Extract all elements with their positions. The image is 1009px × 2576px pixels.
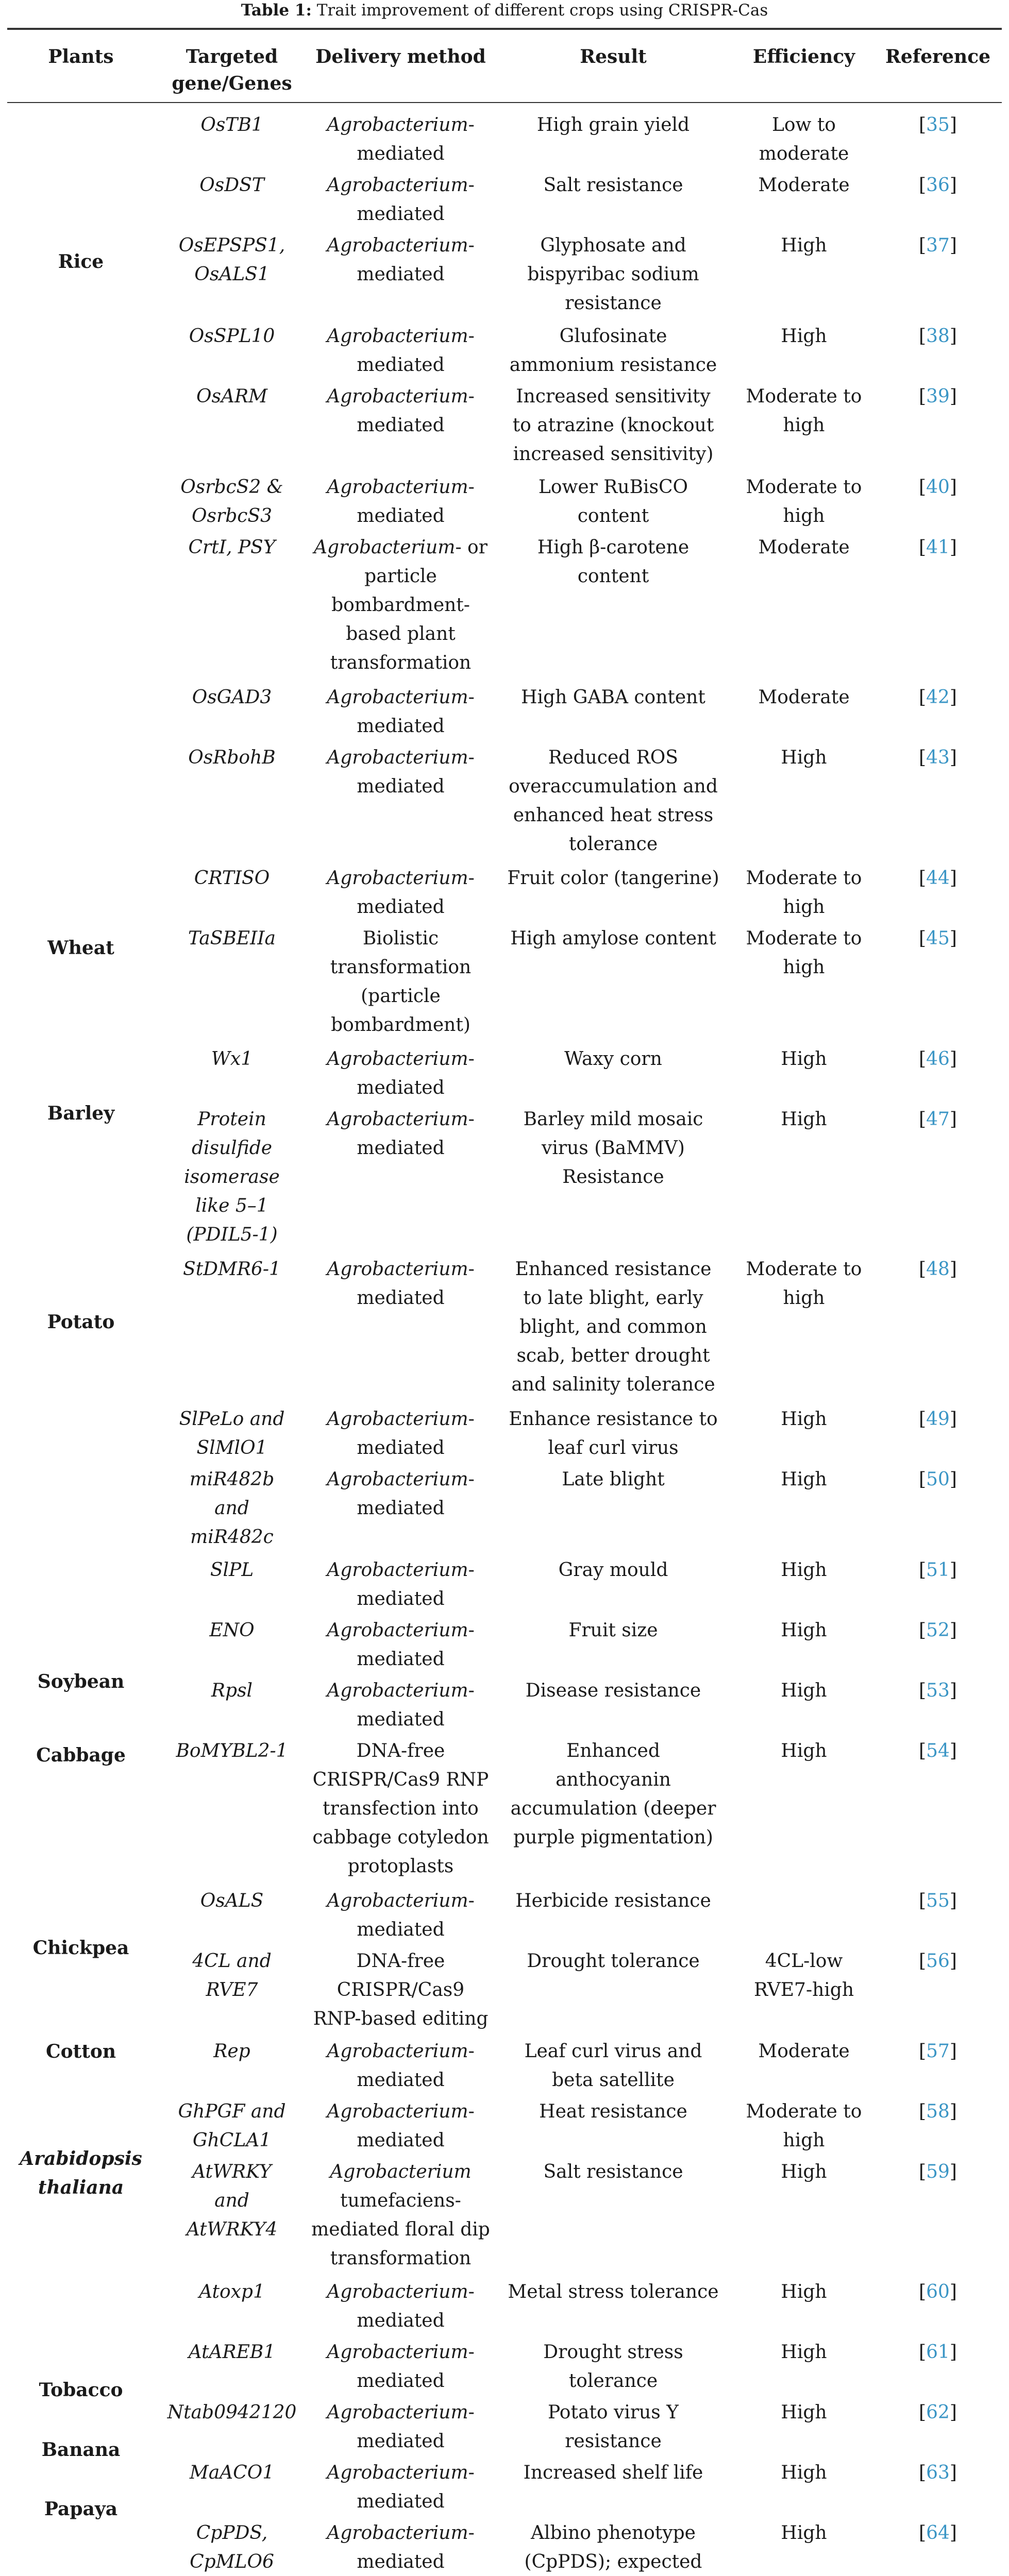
gene-cell: StDMR6-1 <box>183 1259 281 1280</box>
delivery-method-cell: Agrobacterium- mediated <box>327 2281 475 2331</box>
gene-cell: OsSPL10 <box>189 326 275 347</box>
genus-name: Agrobacterium <box>327 175 468 196</box>
gene-cell: CrtI, PSY <box>188 537 276 558</box>
delivery-method-cell: Agrobacterium- mediated <box>327 2342 475 2392</box>
genus-name: Agrobacterium <box>327 1469 468 1490</box>
delivery-method-cell: DNA-free CRISPR/Cas9 RNP-based editing <box>313 1951 489 2029</box>
genus-name: Agrobacterium <box>327 2101 468 2122</box>
header-plants: Plants <box>48 46 114 67</box>
gene-cell: OsEPSPS1, OsALS1 <box>178 235 285 285</box>
result-cell: Gray mould <box>558 1560 668 1581</box>
result-cell: Glufosinate ammonium resistance <box>509 326 717 376</box>
result-cell: Heat resistance <box>539 2101 687 2122</box>
genus-name: Agrobacterium <box>327 1680 468 1701</box>
efficiency-cell: High <box>781 1469 827 1490</box>
reference-cell: [57] <box>919 2041 957 2062</box>
delivery-method-cell: Agrobacterium- mediated <box>327 386 475 436</box>
efficiency-cell: High <box>781 235 827 256</box>
reference-link[interactable]: 49 <box>926 1409 950 1430</box>
reference-cell: [59] <box>919 2161 957 2182</box>
efficiency-cell: Moderate <box>758 175 850 196</box>
genus-name: Agrobacterium <box>327 2041 468 2062</box>
gene-cell: Rpsl <box>211 1680 253 1701</box>
efficiency-cell: High <box>781 2161 827 2182</box>
efficiency-cell: High <box>781 2462 827 2483</box>
plant-name: Potato <box>47 1311 115 1333</box>
genus-name: Agrobacterium <box>327 1620 468 1641</box>
header-reference: Reference <box>885 46 991 67</box>
reference-link[interactable]: 38 <box>926 326 950 347</box>
efficiency-cell: High <box>781 747 827 768</box>
efficiency-cell: Moderate to high <box>746 386 862 436</box>
reference-link[interactable]: 36 <box>926 175 950 196</box>
reference-link[interactable]: 59 <box>926 2161 950 2182</box>
result-cell: Metal stress tolerance <box>508 2281 719 2302</box>
result-cell: Herbicide resistance <box>515 1890 711 1911</box>
efficiency-cell: Moderate <box>758 537 850 558</box>
result-cell: Lower RuBisCO content <box>538 477 688 527</box>
reference-link[interactable]: 57 <box>926 2041 950 2062</box>
result-cell: High grain yield <box>536 114 690 135</box>
reference-cell: [56] <box>919 1951 957 1972</box>
gene-cell: OsARM <box>196 386 267 407</box>
genus-name: Agrobacterium <box>327 114 468 135</box>
reference-cell: [36] <box>919 175 957 196</box>
result-cell: Enhance resistance to leaf curl virus <box>509 1409 718 1459</box>
result-cell: Enhanced resistance to late blight, early blight, and common scab, better drought and salinity tolerance <box>511 1259 715 1395</box>
result-cell: Increased sensitivity to atrazine (knockout increased sensitivity) <box>512 386 714 465</box>
reference-cell: [48] <box>919 1259 957 1280</box>
reference-link[interactable]: 53 <box>926 1680 950 1701</box>
reference-cell: [39] <box>919 386 957 407</box>
reference-link[interactable]: 44 <box>926 868 950 889</box>
reference-link[interactable]: 45 <box>926 928 950 949</box>
reference-link[interactable]: 47 <box>926 1109 950 1130</box>
delivery-method-cell: Agrobacterium- mediated <box>327 1680 475 1730</box>
top-rule <box>7 28 1002 30</box>
caption-label: Table 1: <box>241 1 312 20</box>
genus-name: Agrobacterium <box>327 1890 468 1911</box>
result-cell: Drought tolerance <box>527 1951 700 1972</box>
plant-name: Tobacco <box>39 2379 123 2401</box>
gene-cell: OsTB1 <box>200 114 263 135</box>
genus-name: Agrobacterium <box>327 868 468 889</box>
reference-link[interactable]: 55 <box>926 1890 950 1911</box>
reference-cell: [58] <box>919 2101 957 2122</box>
header-gene: Targeted gene/Genes <box>172 46 292 94</box>
reference-cell: [43] <box>919 747 957 768</box>
reference-cell: [55] <box>919 1890 957 1911</box>
delivery-method-cell: Agrobacterium- mediated <box>327 235 475 285</box>
reference-cell: [53] <box>919 1680 957 1701</box>
gene-cell: GhPGF and GhCLA1 <box>178 2101 286 2151</box>
genus-name: Agrobacterium <box>327 1048 468 1070</box>
reference-cell: [38] <box>919 326 957 347</box>
reference-link[interactable]: 64 <box>926 2522 950 2544</box>
gene-cell: CpPDS, CpMLO6 <box>190 2522 274 2572</box>
plant-name: Rice <box>58 251 104 273</box>
plant-name: Soybean <box>37 1671 125 1692</box>
gene-cell: Atoxp1 <box>199 2281 265 2302</box>
plant-name: Barley <box>47 1103 115 1124</box>
genus-name: Agrobacterium <box>327 2281 468 2302</box>
gene-cell: SlPeLo and SlMlO1 <box>179 1409 285 1459</box>
reference-link[interactable]: 40 <box>926 477 950 498</box>
gene-cell: CRTISO <box>194 868 270 889</box>
reference-link[interactable]: 58 <box>926 2101 950 2122</box>
header-result: Result <box>580 46 647 67</box>
genus-name: Agrobacterium <box>327 2522 468 2544</box>
delivery-method-cell: Agrobacterium- mediated <box>327 326 475 376</box>
result-cell: Barley mild mosaic virus (BaMMV) Resistance <box>523 1109 703 1188</box>
efficiency-cell: High <box>781 1409 827 1430</box>
efficiency-cell: Moderate to high <box>746 477 862 527</box>
reference-cell: [62] <box>919 2402 957 2423</box>
delivery-method-cell: DNA-free CRISPR/Cas9 RNP transfection into cabbage cotyledon protoplasts <box>312 1740 489 1877</box>
gene-cell: OsDST <box>199 175 264 196</box>
genus-name: Agrobacterium <box>327 2402 468 2423</box>
gene-cell: miR482b and miR482c <box>189 1469 275 1548</box>
genus-name: Agrobacterium <box>327 1560 468 1581</box>
result-cell: Increased shelf life <box>523 2462 703 2483</box>
delivery-method-cell: Agrobacterium- mediated <box>327 1259 475 1309</box>
genus-name: Agrobacterium <box>327 326 468 347</box>
delivery-method-cell: Agrobacterium- mediated <box>327 175 475 225</box>
header-rule <box>7 102 1002 103</box>
delivery-method-cell: Agrobacterium- mediated <box>327 2402 475 2452</box>
reference-cell: [47] <box>919 1109 957 1130</box>
delivery-method-cell: Agrobacterium- mediated <box>327 687 475 737</box>
delivery-method-cell: Agrobacterium- mediated <box>327 1469 475 1519</box>
efficiency-cell: High <box>781 2342 827 2363</box>
plant-name: Wheat <box>47 937 114 959</box>
gene-cell: Rep <box>213 2041 250 2062</box>
delivery-method-cell: Agrobacterium tumefaciens- mediated floral dip transformation <box>311 2161 490 2269</box>
reference-cell: [52] <box>919 1620 957 1641</box>
result-cell: Reduced ROS overaccumulation and enhanced heat stress tolerance <box>509 747 718 855</box>
efficiency-cell: High <box>781 1680 827 1701</box>
reference-link[interactable]: 56 <box>926 1951 950 1972</box>
genus-name: Agrobacterium <box>327 235 468 256</box>
efficiency-cell: High <box>781 1109 827 1130</box>
delivery-method-cell: Agrobacterium- mediated <box>327 2462 475 2512</box>
reference-cell: [54] <box>919 1740 957 1761</box>
result-cell: High β-carotene content <box>537 537 690 587</box>
gene-cell: Ntab0942120 <box>167 2402 297 2423</box>
gene-cell: SlPL <box>210 1560 254 1581</box>
reference-cell: [44] <box>919 868 957 889</box>
reference-cell: [45] <box>919 928 957 949</box>
reference-link[interactable]: 39 <box>926 386 950 407</box>
plant-name: Banana <box>41 2439 121 2461</box>
reference-link[interactable]: 35 <box>926 114 950 135</box>
reference-link[interactable]: 46 <box>926 1048 950 1070</box>
efficiency-cell: High <box>781 2522 827 2544</box>
efficiency-cell: Moderate to high <box>746 868 862 918</box>
genus-name: Agrobacterium <box>314 537 456 558</box>
delivery-method-cell: Agrobacterium- mediated <box>327 747 475 797</box>
reference-link[interactable]: 62 <box>926 2402 950 2423</box>
reference-cell: [37] <box>919 235 957 256</box>
efficiency-cell: High <box>781 2402 827 2423</box>
result-cell: Late blight <box>562 1469 665 1490</box>
result-cell: Fruit size <box>568 1620 658 1641</box>
result-cell: Glyphosate and bispyribac sodium resistance <box>527 235 699 314</box>
result-cell: High GABA content <box>521 687 705 708</box>
reference-cell: [42] <box>919 687 957 708</box>
delivery-method-cell: Agrobacterium- mediated <box>327 477 475 527</box>
caption-text: Trait improvement of different crops using CRISPR-Cas <box>316 1 768 20</box>
efficiency-cell: High <box>781 1048 827 1070</box>
result-cell: High amylose content <box>510 928 716 949</box>
reference-link[interactable]: 37 <box>926 235 950 256</box>
delivery-method-cell: Agrobacterium- mediated <box>327 1620 475 1670</box>
reference-link[interactable]: 51 <box>926 1560 950 1581</box>
efficiency-cell: High <box>781 1740 827 1761</box>
reference-cell: [49] <box>919 1409 957 1430</box>
delivery-method-cell: Agrobacterium- mediated <box>327 1048 475 1098</box>
result-cell: Drought stress tolerance <box>543 2342 683 2392</box>
plant-name: Chickpea <box>32 1937 129 1959</box>
gene-cell: ENO <box>209 1620 255 1641</box>
reference-link[interactable]: 42 <box>926 687 950 708</box>
gene-cell: OsALS <box>200 1890 264 1911</box>
gene-cell: OsRbohB <box>188 747 276 768</box>
genus-name: Agrobacterium <box>330 2161 472 2182</box>
efficiency-cell: Moderate to high <box>746 1259 862 1309</box>
genus-name: Agrobacterium <box>327 687 468 708</box>
gene-cell: 4CL and RVE7 <box>192 1951 272 2001</box>
plant-name: Arabidopsis thaliana <box>20 2148 142 2198</box>
genus-name: Agrobacterium <box>327 2342 468 2363</box>
reference-link[interactable]: 60 <box>926 2281 950 2302</box>
efficiency-cell: High <box>781 326 827 347</box>
result-cell: Disease resistance <box>525 1680 701 1701</box>
delivery-method-cell: Agrobacterium- mediated <box>327 114 475 164</box>
reference-cell: [60] <box>919 2281 957 2302</box>
reference-cell: [51] <box>919 1560 957 1581</box>
reference-cell: [40] <box>919 477 957 498</box>
reference-link[interactable]: 54 <box>926 1740 950 1761</box>
gene-cell: TaSBEIIa <box>188 928 276 949</box>
efficiency-cell: Moderate to high <box>746 2101 862 2151</box>
gene-cell: MaACO1 <box>189 2462 275 2483</box>
gene-cell: OsrbcS2 & OsrbcS3 <box>180 477 283 527</box>
result-cell: Albino phenotype (CpPDS); expected <box>524 2522 702 2572</box>
delivery-method-cell: Agrobacterium- or particle bombardment- based plant transformation <box>314 537 487 673</box>
plant-name: Cotton <box>45 2041 116 2062</box>
reference-link[interactable]: 52 <box>926 1620 950 1641</box>
delivery-method-cell: Agrobacterium- mediated <box>327 2101 475 2151</box>
efficiency-cell: High <box>781 1560 827 1581</box>
gene-cell: Protein disulfide isomerase like 5–1 (PDIL5-1) <box>184 1109 280 1245</box>
efficiency-cell: Moderate <box>758 687 850 708</box>
efficiency-cell: High <box>781 2281 827 2302</box>
header-delivery-method: Delivery method <box>315 46 486 67</box>
plant-name: Cabbage <box>36 1744 126 1766</box>
result-cell: Leaf curl virus and beta satellite <box>524 2041 702 2091</box>
delivery-method-cell: Agrobacterium- mediated <box>327 2522 475 2572</box>
result-cell: Salt resistance <box>543 2161 683 2182</box>
reference-cell: [35] <box>919 114 957 135</box>
genus-name: Agrobacterium <box>327 1109 468 1130</box>
gene-cell: Wx1 <box>211 1048 253 1070</box>
reference-cell: [41] <box>919 537 957 558</box>
gene-cell: AtAREB1 <box>188 2342 276 2363</box>
table-caption <box>0 0 1009 21</box>
gene-cell: OsGAD3 <box>192 687 272 708</box>
delivery-method-cell: Agrobacterium- mediated <box>327 1409 475 1459</box>
genus-name: Agrobacterium <box>327 386 468 407</box>
reference-link[interactable]: 41 <box>926 537 950 558</box>
delivery-method-cell: Agrobacterium- mediated <box>327 1109 475 1159</box>
delivery-method-cell: Agrobacterium- mediated <box>327 1560 475 1609</box>
result-cell: Fruit color (tangerine) <box>507 868 719 889</box>
result-cell: Waxy corn <box>564 1048 662 1070</box>
genus-name: Agrobacterium <box>327 747 468 768</box>
header-efficiency: Efficiency <box>752 46 855 67</box>
genus-name: Agrobacterium <box>327 2462 468 2483</box>
reference-link[interactable]: 50 <box>926 1469 950 1490</box>
delivery-method-cell: Agrobacterium- mediated <box>327 868 475 918</box>
genus-name: Agrobacterium <box>327 477 468 498</box>
genus-name: Agrobacterium <box>327 1259 468 1280</box>
reference-link[interactable]: 48 <box>926 1259 950 1280</box>
reference-cell: [50] <box>919 1469 957 1490</box>
reference-link[interactable]: 43 <box>926 747 950 768</box>
result-cell: Salt resistance <box>543 175 683 196</box>
result-cell: Enhanced anthocyanin accumulation (deeper purple pigmentation) <box>510 1740 716 1848</box>
reference-link[interactable]: 61 <box>926 2342 950 2363</box>
efficiency-cell: Low to moderate <box>759 114 849 164</box>
reference-cell: [61] <box>919 2342 957 2363</box>
reference-cell: [46] <box>919 1048 957 1070</box>
gene-cell: AtWRKY and AtWRKY4 <box>186 2161 278 2240</box>
efficiency-cell: Moderate to high <box>746 928 862 978</box>
result-cell: Potato virus Y resistance <box>548 2402 679 2452</box>
genus-name: Agrobacterium <box>327 1409 468 1430</box>
reference-cell: [63] <box>919 2462 957 2483</box>
delivery-method-cell: Agrobacterium- mediated <box>327 2041 475 2091</box>
reference-link[interactable]: 63 <box>926 2462 950 2483</box>
efficiency-cell: 4CL-low RVE7-high <box>753 1951 854 2001</box>
gene-cell: BoMYBL2-1 <box>176 1740 288 1761</box>
plant-name: Papaya <box>44 2498 118 2520</box>
efficiency-cell: Moderate <box>758 2041 850 2062</box>
reference-cell: [64] <box>919 2522 957 2544</box>
delivery-method-cell: Biolistic transformation (particle bombardment) <box>330 928 472 1036</box>
delivery-method-cell: Agrobacterium- mediated <box>327 1890 475 1940</box>
efficiency-cell: High <box>781 1620 827 1641</box>
